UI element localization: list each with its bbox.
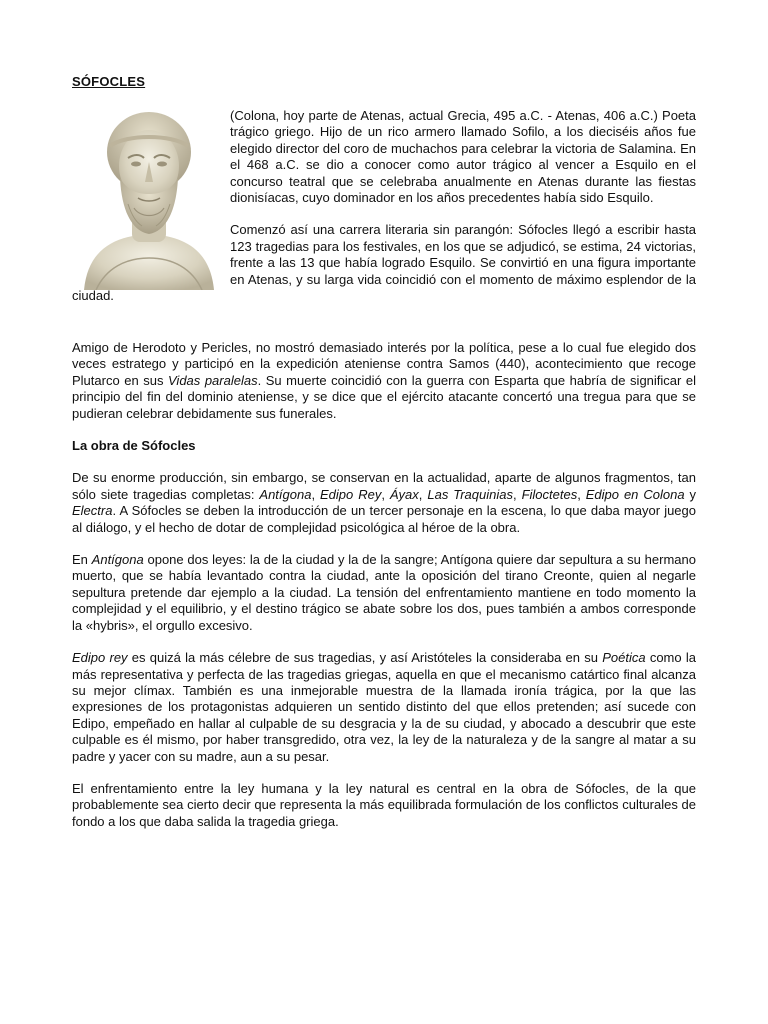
page-title: SÓFOCLES: [72, 74, 146, 89]
paragraph-conclusion: El enfrentamiento entre la ley humana y la ley natural es central en la obra de Sófocles, de la que probablemente sea cierto decir que representa la más equilibrada formulación de los conflictos culturales de fondo a los que daba salida la tragedia griega.: [72, 780, 696, 829]
paragraph-edipo-rey: Edipo rey es quizá la más célebre de sus tragedias, y así Aristóteles la consideraba en su Poética como la más representativa y perfecta de las tragedias griegas, aquella en que el mecanismo catártico final alcanza su mejor clímax. También es una inmejorable muestra de la llamada ironía trágica, por la que las expresiones de los protagonistas adquieren un sentido distinto del que ellos pretenden; así sucede con Edipo, empeñado en hallar al culpable de su desgracia y la de su ciudad, y abocado a descubrir que este culpable es él mismo, por haber transgredido, otra vez, la ley de la naturaleza y de la sangre al matar a su padre y yacer con su madre, aun a su pesar.: [72, 650, 696, 764]
section-heading: La obra de Sófocles: [72, 438, 196, 454]
intro-section: [72, 108, 696, 320]
intro-paragraph-2: Comenzó así una carrera literaria sin parangón: Sófocles llegó a escribir hasta 123 tragedias para los festivales, en los que se adjudicó, se estima, 24 victorias, frente a las 13 que había logrado Esquilo. Se convirtió en una figura importante en Atenas, y su larga vida coincidió con el momento de máximo esplendor de la ciudad.: [72, 222, 696, 304]
paragraph-biography: Amigo de Herodoto y Pericles, no mostró demasiado interés por la política, pese a lo cual fue elegido dos veces estratego y participó en la expedición ateniense contra Samos (440), acontecimiento que recoge Plutarco en sus Vidas paralelas. Su muerte coincidió con la guerra con Esparta que habría de significar el principio del fin del dominio ateniense, y se dice que el ejército atacante concertó una tregua para que se pudieran celebrar debidamente sus funerales.: [72, 340, 697, 421]
paragraph-works: De su enorme producción, sin embargo, se conservan en la actualidad, aparte de algunos fragmentos, tan sólo siete tragedias completas: Antígona, Edipo Rey, Áyax, Las Traquinias, Filoctetes, Edipo en Colona y Electra. A Sófocles se deben la introducción de un tercer personaje en la escena, lo que daba mayor juego al diálogo, y el hecho de dotar de complejidad psicológica al héroe de la obra.: [72, 470, 696, 535]
paragraph-antigona: En Antígona opone dos leyes: la de la ciudad y la de la sangre; Antígona quiere dar sepultura a su hermano muerto, que se había levantado contra la ciudad, ante la oposición del tirano Creonte, quien al negarle sepultura pretende dar ejemplo a la ciudad. La tensión del enfrentamiento mantiene en todo momento la complejidad y el equilibrio, y el destino trágico se abate sobre los dos, pues también a ambos corresponde la «hybris», el orgullo excesivo.: [72, 552, 696, 633]
body-section: [72, 340, 696, 846]
intro-paragraph-1: (Colona, hoy parte de Atenas, actual Grecia, 495 a.C. - Atenas, 406 a.C.) Poeta trágico griego. Hijo de un rico armero llamado Sofilo, a los dieciséis años fue elegido director del coro de muchachos para celebrar la victoria de Salamina. En el 468 a.C. se dio a conocer como autor trágico al vencer a Esquilo en el concurso teatral que se celebraba anualmente en Atenas durante las fiestas dionisíacas, cuyo dominador en los años precedentes había sido Esquilo.: [230, 108, 696, 206]
